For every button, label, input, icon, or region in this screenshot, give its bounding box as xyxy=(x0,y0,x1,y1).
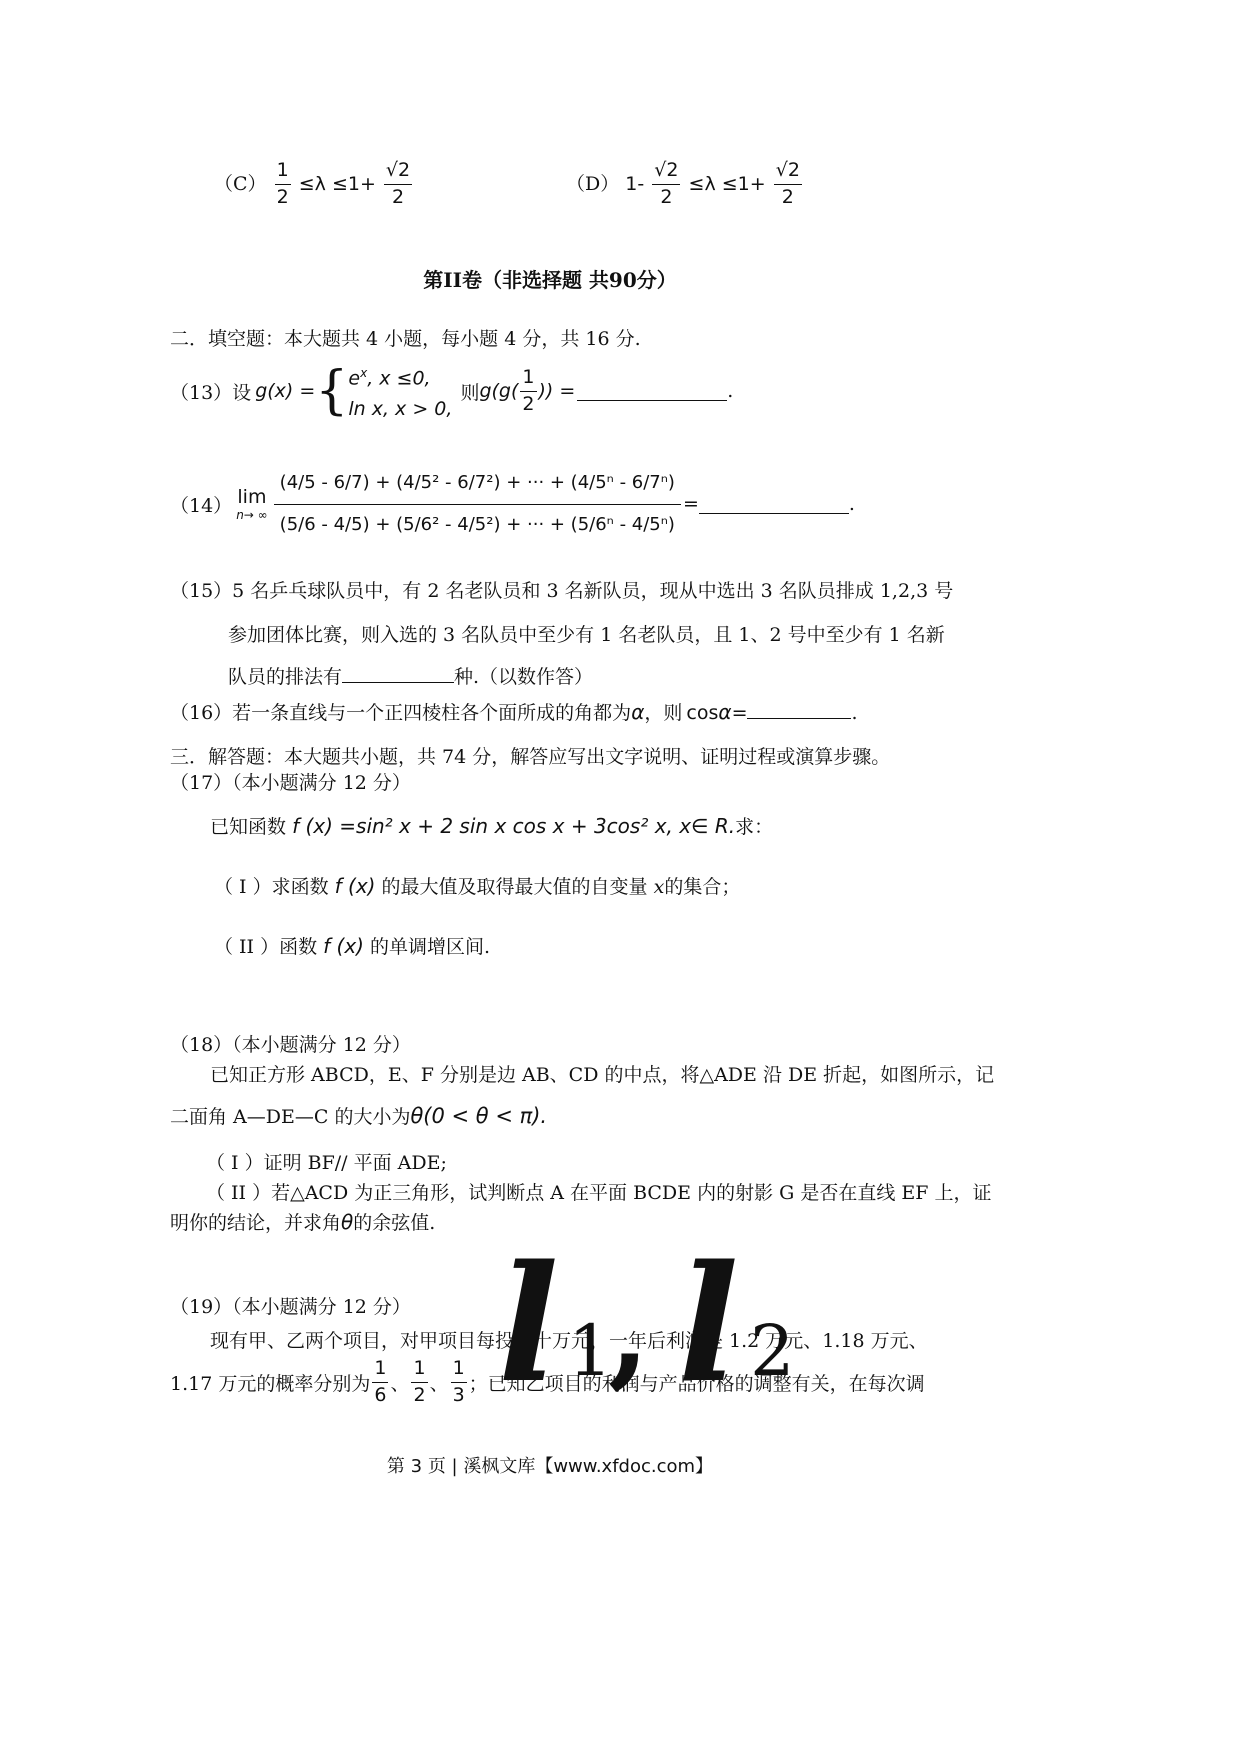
q18-line-2 xyxy=(170,1102,547,1129)
q18-part-1: （ I ）证明 BF// 平面 ADE; xyxy=(206,1152,447,1174)
q17-part-2 xyxy=(214,932,490,959)
question-13 xyxy=(170,360,733,422)
overlay-comma: , xyxy=(608,1260,650,1401)
q14-label: （14） xyxy=(170,494,233,517)
option-d-label: （D） xyxy=(566,172,620,195)
fill-in-header: 二．填空题：本大题共 4 小题，每小题 4 分，共 16 分. xyxy=(170,328,641,350)
q19-fraction-1: $\frac{1}{6}$ xyxy=(374,1356,387,1406)
overlay-l1-l2 xyxy=(488,1230,828,1420)
option-c-fraction2: $\frac{√2}{2}$ xyxy=(385,159,411,208)
q16-answer-blank[interactable] xyxy=(747,700,851,719)
q13-case-2: ln x, x > 0, xyxy=(348,397,453,420)
q17-part1-f: f (x) xyxy=(334,874,376,898)
q18-part2-pre: 明你的结论，并求角 xyxy=(170,1212,342,1234)
q17-part1-end: 的集合； xyxy=(664,876,741,898)
q17-part2-f: f (x) xyxy=(323,934,364,958)
q14-numerator: (4/5 - 6/7) + (4/5² - 6/7²) + ··· + (4/5ⁿ - 6/7ⁿ) xyxy=(274,463,681,505)
overlay-sub-1: 1 xyxy=(568,1310,613,1392)
q18-label: （18）（本小题满分 12 分） xyxy=(170,1034,411,1056)
q19-separator-1: 、 xyxy=(390,1372,410,1395)
q19-separator-2: 、 xyxy=(429,1372,449,1395)
section-2-title: 第II卷（非选择题 共90分） xyxy=(423,268,677,292)
q16-alpha-2: α xyxy=(718,700,732,724)
q15-line-3-post: 种.（以数作答） xyxy=(454,666,594,688)
question-14 xyxy=(170,446,855,562)
q17-part1-pre: （ I ）求函数 xyxy=(214,876,329,898)
q16-text: （16）若一条直线与一个正四棱柱各个面所成的角都为 xyxy=(170,702,632,724)
q19-line-1: 现有甲、乙两个项目，对甲项目每投资十万元，一年后利润是 1.2 万元、1.18 万元、 xyxy=(210,1330,928,1352)
q18-part2-post: 的余弦值. xyxy=(353,1212,436,1234)
q13-cases xyxy=(348,358,452,423)
q13-brace: { xyxy=(315,361,349,421)
q14-answer-blank[interactable] xyxy=(699,495,849,514)
option-d-prefix: 1- xyxy=(625,172,645,195)
q19-fraction-2: $\frac{1}{2}$ xyxy=(413,1356,426,1406)
q18-line-1: 已知正方形 ABCD，E、F 分别是边 AB、CD 的中点，将△ADE 沿 DE 折起，如图所示，记 xyxy=(210,1064,995,1086)
q14-equals: = xyxy=(682,493,699,515)
q13-label: （13）设 xyxy=(170,381,252,404)
q13-expr-post: )) = xyxy=(538,380,576,402)
overlay-l2: l xyxy=(678,1230,739,1418)
q13-function: g(x) = xyxy=(255,380,316,402)
answer-header: 三．解答题：本大题共小题，共 74 分，解答应写出文字说明、证明过程或演算步骤。 xyxy=(170,746,891,768)
option-d-fraction: $\frac{√2}{2}$ xyxy=(654,159,679,208)
page-footer: 第 3 页 | 溪枫文库【www.xfdoc.com】 xyxy=(386,1456,714,1477)
q15-line-3-pre: 队员的排法有 xyxy=(228,666,343,688)
q19-line2-pre: 1.17 万元的概率分别为 xyxy=(170,1372,371,1395)
option-d-inequality: ≤λ ≤1+ xyxy=(688,172,766,195)
q17-part2-post: 的单调增区间. xyxy=(370,936,491,958)
q15-answer-blank[interactable] xyxy=(342,664,454,683)
q14-lim-sub: n→ ∞ xyxy=(236,508,268,522)
option-c-inequality: ≤λ ≤1+ xyxy=(298,172,376,195)
q16-alpha: α xyxy=(631,700,645,724)
q18-part-2-line-2 xyxy=(170,1208,435,1235)
question-16 xyxy=(170,698,858,725)
q13-expr-pre: g(g( xyxy=(479,380,519,402)
q14-denominator: (5/6 - 4/5) + (5/6² - 4/5²) + ··· + (5/6ⁿ - 4/5ⁿ) xyxy=(279,513,675,535)
q13-fraction: $\frac{1}{2}$ xyxy=(522,365,535,415)
q19-label: （19）（本小题满分 12 分） xyxy=(170,1296,411,1318)
q16-equals: = xyxy=(731,702,748,724)
q18-part-2-line-1: （ II ）若△ACD 为正三角形，试判断点 A 在平面 BCDE 内的射影 G 是否在直线 EF 上，证 xyxy=(206,1182,992,1204)
q16-then: ，则 xyxy=(644,702,683,724)
q15-line-2: 参加团体比赛，则入选的 3 名队员中至少有 1 名老队员，且 1、2 号中至少有 1 名新 xyxy=(228,624,945,646)
option-c-label: （C） xyxy=(214,172,267,195)
q16-end: . xyxy=(851,702,858,724)
q14-big-fraction xyxy=(274,463,681,545)
q17-part-1 xyxy=(214,872,740,899)
q19-fraction-3: $\frac{1}{3}$ xyxy=(452,1356,465,1406)
q13-then: 则 xyxy=(460,381,480,404)
q14-limit xyxy=(236,486,267,522)
q16-cos: cos xyxy=(686,702,719,724)
option-c-fraction: $\frac{1}{2}$ xyxy=(276,159,289,208)
q19-line2-post: ；已知乙项目的利润与产品价格的调整有关，在每次调 xyxy=(468,1372,925,1395)
q17-part1-x: x xyxy=(653,876,665,898)
overlay-l1: l xyxy=(498,1230,559,1418)
option-d xyxy=(566,160,804,209)
q17-label: （17）（本小题满分 12 分） xyxy=(170,772,411,794)
q15-line-3 xyxy=(228,662,593,689)
q13-answer-blank[interactable] xyxy=(577,382,727,401)
q18-line2-pre: 二面角 A—DE—C 的大小为 xyxy=(170,1106,411,1128)
q14-lim: lim xyxy=(237,486,267,508)
option-c xyxy=(214,160,414,209)
q17-part2-pre: （ II ）函数 xyxy=(214,936,318,958)
q18-theta: θ xyxy=(341,1210,354,1234)
q17-intro-pre: 已知函数 xyxy=(210,816,287,838)
overlay-sub-2: 2 xyxy=(750,1310,795,1392)
q13-case-1: $e^x$, x ≤0, xyxy=(348,366,431,390)
q14-end: . xyxy=(848,493,855,515)
q15-line-1: （15）5 名乒乓球队员中，有 2 名老队员和 3 名新队员，现从中选出 3 名队员排成 1,2,3 号 xyxy=(170,580,954,602)
q17-part1-post: 的最大值及取得最大值的自变量 xyxy=(381,876,648,898)
q13-end: . xyxy=(727,380,734,402)
q17-intro-post: 求： xyxy=(735,816,774,838)
q18-theta-range: θ(0 < θ < π). xyxy=(410,1104,548,1128)
option-d-fraction2: $\frac{√2}{2}$ xyxy=(775,159,800,208)
q17-intro xyxy=(210,812,773,839)
q17-function: f (x) =sin² x + 2 sin x cos x + 3cos² x, x∈ R. xyxy=(292,814,736,838)
